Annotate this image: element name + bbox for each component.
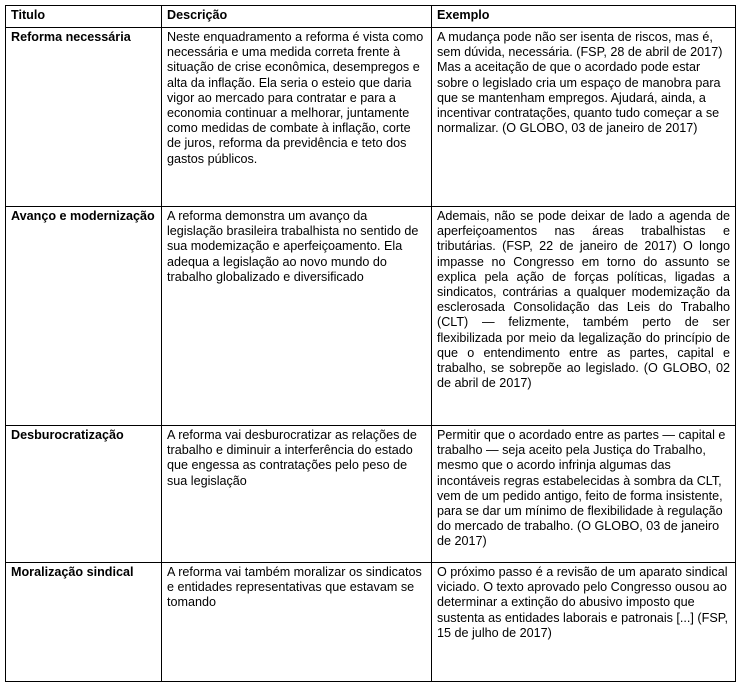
table-row	[6, 207, 736, 426]
cell-descricao: Neste enquadramento a reforma é vista como necessária e uma medida correta frente à situação de crise econômica, desempregos e alta da inflação. Ela seria o esteio que daria vigor ao mercado para contratar e para a economia continuar a melhorar, juntamente como medidas de combate à inflação, corte de juros, reforma da previdência e teto dos gastos públicos.	[162, 28, 432, 207]
framing-table	[5, 5, 736, 682]
header-exemplo: Exemplo	[432, 6, 736, 28]
header-titulo: Titulo	[6, 6, 162, 28]
cell-descricao: A reforma demonstra um avanço da legislação brasileira trabalhista no sentido de sua modemização e aperfeiçoamento. Ela adequa a legislação ao novo mundo do trabalho globalizado e diversificado	[162, 207, 432, 426]
cell-descricao: A reforma vai desburocratizar as relações de trabalho e diminuir a interferência do estado que engessa as contratações pelo peso de sua legislação	[162, 426, 432, 563]
cell-titulo: Moralização sindical	[6, 563, 162, 682]
header-descricao: Descrição	[162, 6, 432, 28]
cell-descricao: A reforma vai também moralizar os sindicatos e entidades representativas que estavam se tomando	[162, 563, 432, 682]
cell-exemplo: A mudança pode não ser isenta de riscos, mas é, sem dúvida, necessária. (FSP, 28 de abril de 2017) Mas a aceitação de que o acordado pode estar sobre o legislado cria um espaço de manobra para que se mantenham empregos. Ajudará, ainda, a incentivar contratações, quanto tudo começar a se normalizar. (O GLOBO, 03 de janeiro de 2017)	[432, 28, 736, 207]
cell-titulo: Reforma necessária	[6, 28, 162, 207]
cell-exemplo: Ademais, não se pode deixar de lado a agenda de aperfeiçoamentos nas áreas trabalhistas e tributárias. (FSP, 22 de janeiro de 2017) O longo impasse no Congresso em torno do assunto se explica pela ação de forças políticas, ligadas a sindicatos, contrárias a qualquer modemização da esclerosada Consolidação das Leis do Trabalho (CLT) — felizmente, também perto de ser flexibilizada por meio da legalização do princípio de que o entendimento entre as partes, capital e trabalho, se sobrepõe ao legislado. (O GLOBO, 02 de abril de 2017)	[432, 207, 736, 426]
table-row	[6, 28, 736, 207]
cell-exemplo: O próximo passo é a revisão de um aparato sindical viciado. O texto aprovado pelo Congresso ousou ao determinar a extinção do abusivo imposto que sustenta as entidades laborais e patronais [...] (FSP, 15 de julho de 2017)	[432, 563, 736, 682]
cell-titulo: Desburocratização	[6, 426, 162, 563]
cell-exemplo: Permitir que o acordado entre as partes — capital e trabalho — seja aceito pela Justiça do Trabalho, mesmo que o acordo infrinja algumas das incontáveis regras estabelecidas à sombra da CLT, vem de um pedido antigo, feito de forma insistente, para se dar um mínimo de flexibilidade à regulação do mercado de trabalho. (O GLOBO, 03 de janeiro de 2017)	[432, 426, 736, 563]
cell-titulo: Avanço e modernização	[6, 207, 162, 426]
table-row	[6, 426, 736, 563]
table-row	[6, 563, 736, 682]
header-row	[6, 6, 736, 28]
